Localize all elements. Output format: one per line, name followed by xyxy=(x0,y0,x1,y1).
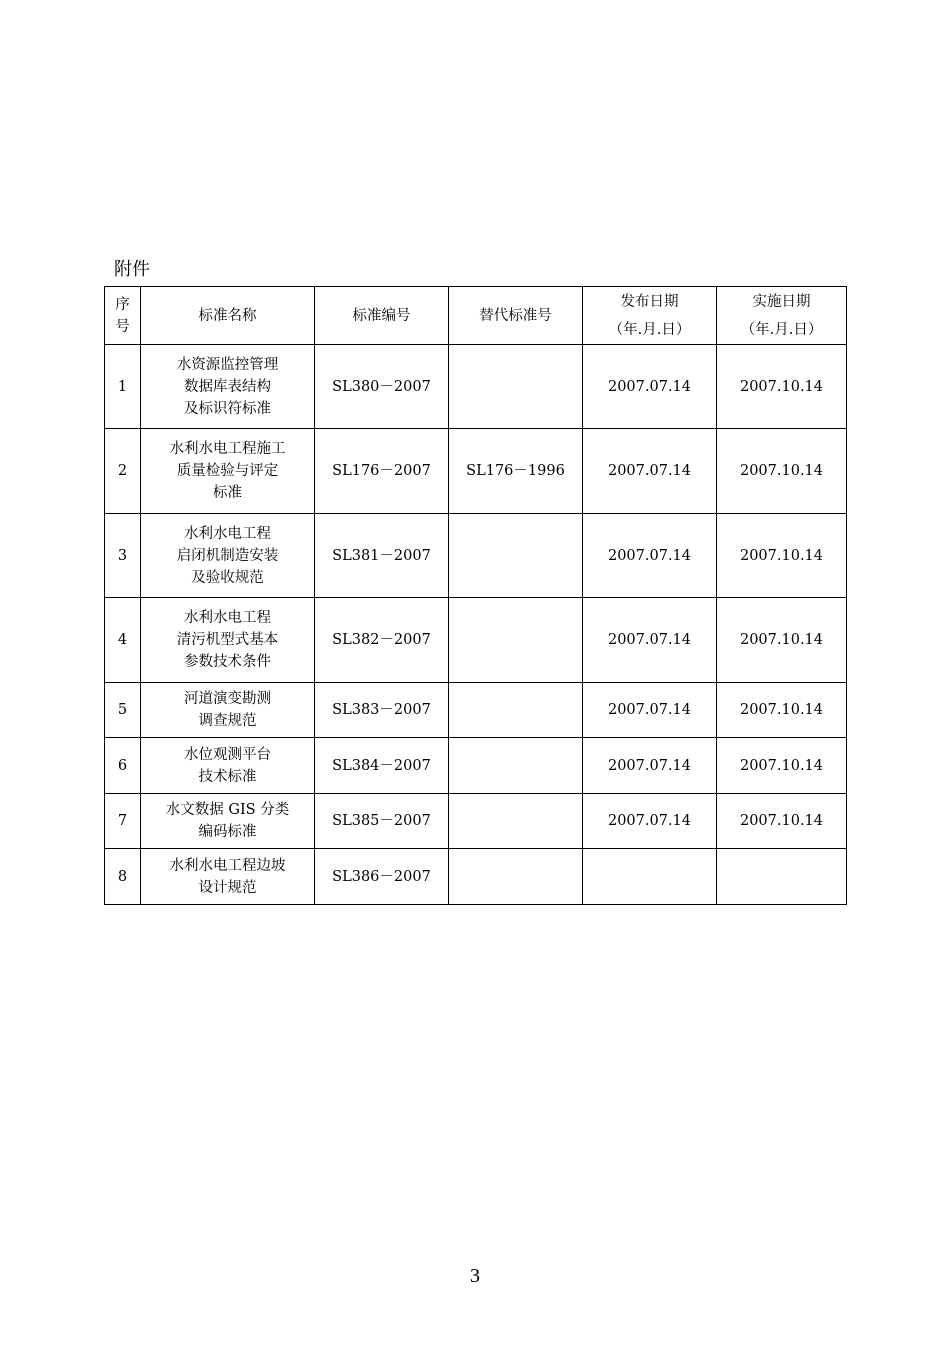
page-number: 3 xyxy=(470,1265,480,1287)
row-seq: 8 xyxy=(105,849,141,905)
row-replaced xyxy=(449,598,583,683)
row-publish-date: 2007.07.14 xyxy=(583,514,717,598)
row-publish-date: 2007.07.14 xyxy=(583,794,717,849)
table-row xyxy=(105,514,847,598)
row-effective-date xyxy=(717,849,847,905)
attachment-label: 附件 xyxy=(114,259,150,280)
row-code: SL385－2007 xyxy=(315,794,449,849)
table-row xyxy=(105,598,847,683)
row-replaced xyxy=(449,683,583,738)
row-name: 水利水电工程 清污机型式基本 参数技术条件 xyxy=(141,598,315,683)
row-publish-date: 2007.07.14 xyxy=(583,598,717,683)
row-code: SL383－2007 xyxy=(315,683,449,738)
header-code: 标准编号 xyxy=(315,287,449,345)
row-effective-date: 2007.10.14 xyxy=(717,738,847,794)
row-seq: 6 xyxy=(105,738,141,794)
row-effective-date: 2007.10.14 xyxy=(717,345,847,429)
row-effective-date: 2007.10.14 xyxy=(717,683,847,738)
row-code: SL386－2007 xyxy=(315,849,449,905)
table-row xyxy=(105,738,847,794)
row-seq: 5 xyxy=(105,683,141,738)
row-name: 水位观测平台 技术标准 xyxy=(141,738,315,794)
row-seq: 1 xyxy=(105,345,141,429)
table-row xyxy=(105,849,847,905)
row-seq: 7 xyxy=(105,794,141,849)
header-replaced: 替代标准号 xyxy=(449,287,583,345)
header-effective-date: 实施日期 （年.月.日） xyxy=(717,287,847,345)
table-row xyxy=(105,345,847,429)
row-replaced xyxy=(449,794,583,849)
row-replaced xyxy=(449,849,583,905)
table-row xyxy=(105,429,847,514)
table-row xyxy=(105,683,847,738)
row-publish-date: 2007.07.14 xyxy=(583,683,717,738)
row-code: SL380－2007 xyxy=(315,345,449,429)
header-publish-date: 发布日期 （年.月.日） xyxy=(583,287,717,345)
row-effective-date: 2007.10.14 xyxy=(717,794,847,849)
row-code: SL382－2007 xyxy=(315,598,449,683)
row-effective-date: 2007.10.14 xyxy=(717,514,847,598)
row-replaced xyxy=(449,345,583,429)
row-seq: 4 xyxy=(105,598,141,683)
row-effective-date: 2007.10.14 xyxy=(717,598,847,683)
row-publish-date: 2007.07.14 xyxy=(583,429,717,514)
row-name: 水文数据 GIS 分类 编码标准 xyxy=(141,794,315,849)
row-code: SL384－2007 xyxy=(315,738,449,794)
row-publish-date: 2007.07.14 xyxy=(583,345,717,429)
row-publish-date xyxy=(583,849,717,905)
row-seq: 3 xyxy=(105,514,141,598)
header-seq: 序 号 xyxy=(105,287,141,345)
row-effective-date: 2007.10.14 xyxy=(717,429,847,514)
row-name: 河道演变勘测 调查规范 xyxy=(141,683,315,738)
row-publish-date: 2007.07.14 xyxy=(583,738,717,794)
standards-table xyxy=(104,286,847,905)
table-row xyxy=(105,794,847,849)
row-name: 水利水电工程边坡 设计规范 xyxy=(141,849,315,905)
row-name: 水资源监控管理 数据库表结构 及标识符标准 xyxy=(141,345,315,429)
header-row xyxy=(105,287,847,345)
row-replaced: SL176－1996 xyxy=(449,429,583,514)
row-replaced xyxy=(449,738,583,794)
row-replaced xyxy=(449,514,583,598)
row-code: SL176－2007 xyxy=(315,429,449,514)
row-name: 水利水电工程 启闭机制造安装 及验收规范 xyxy=(141,514,315,598)
row-code: SL381－2007 xyxy=(315,514,449,598)
row-name: 水利水电工程施工 质量检验与评定 标准 xyxy=(141,429,315,514)
header-name: 标准名称 xyxy=(141,287,315,345)
row-seq: 2 xyxy=(105,429,141,514)
